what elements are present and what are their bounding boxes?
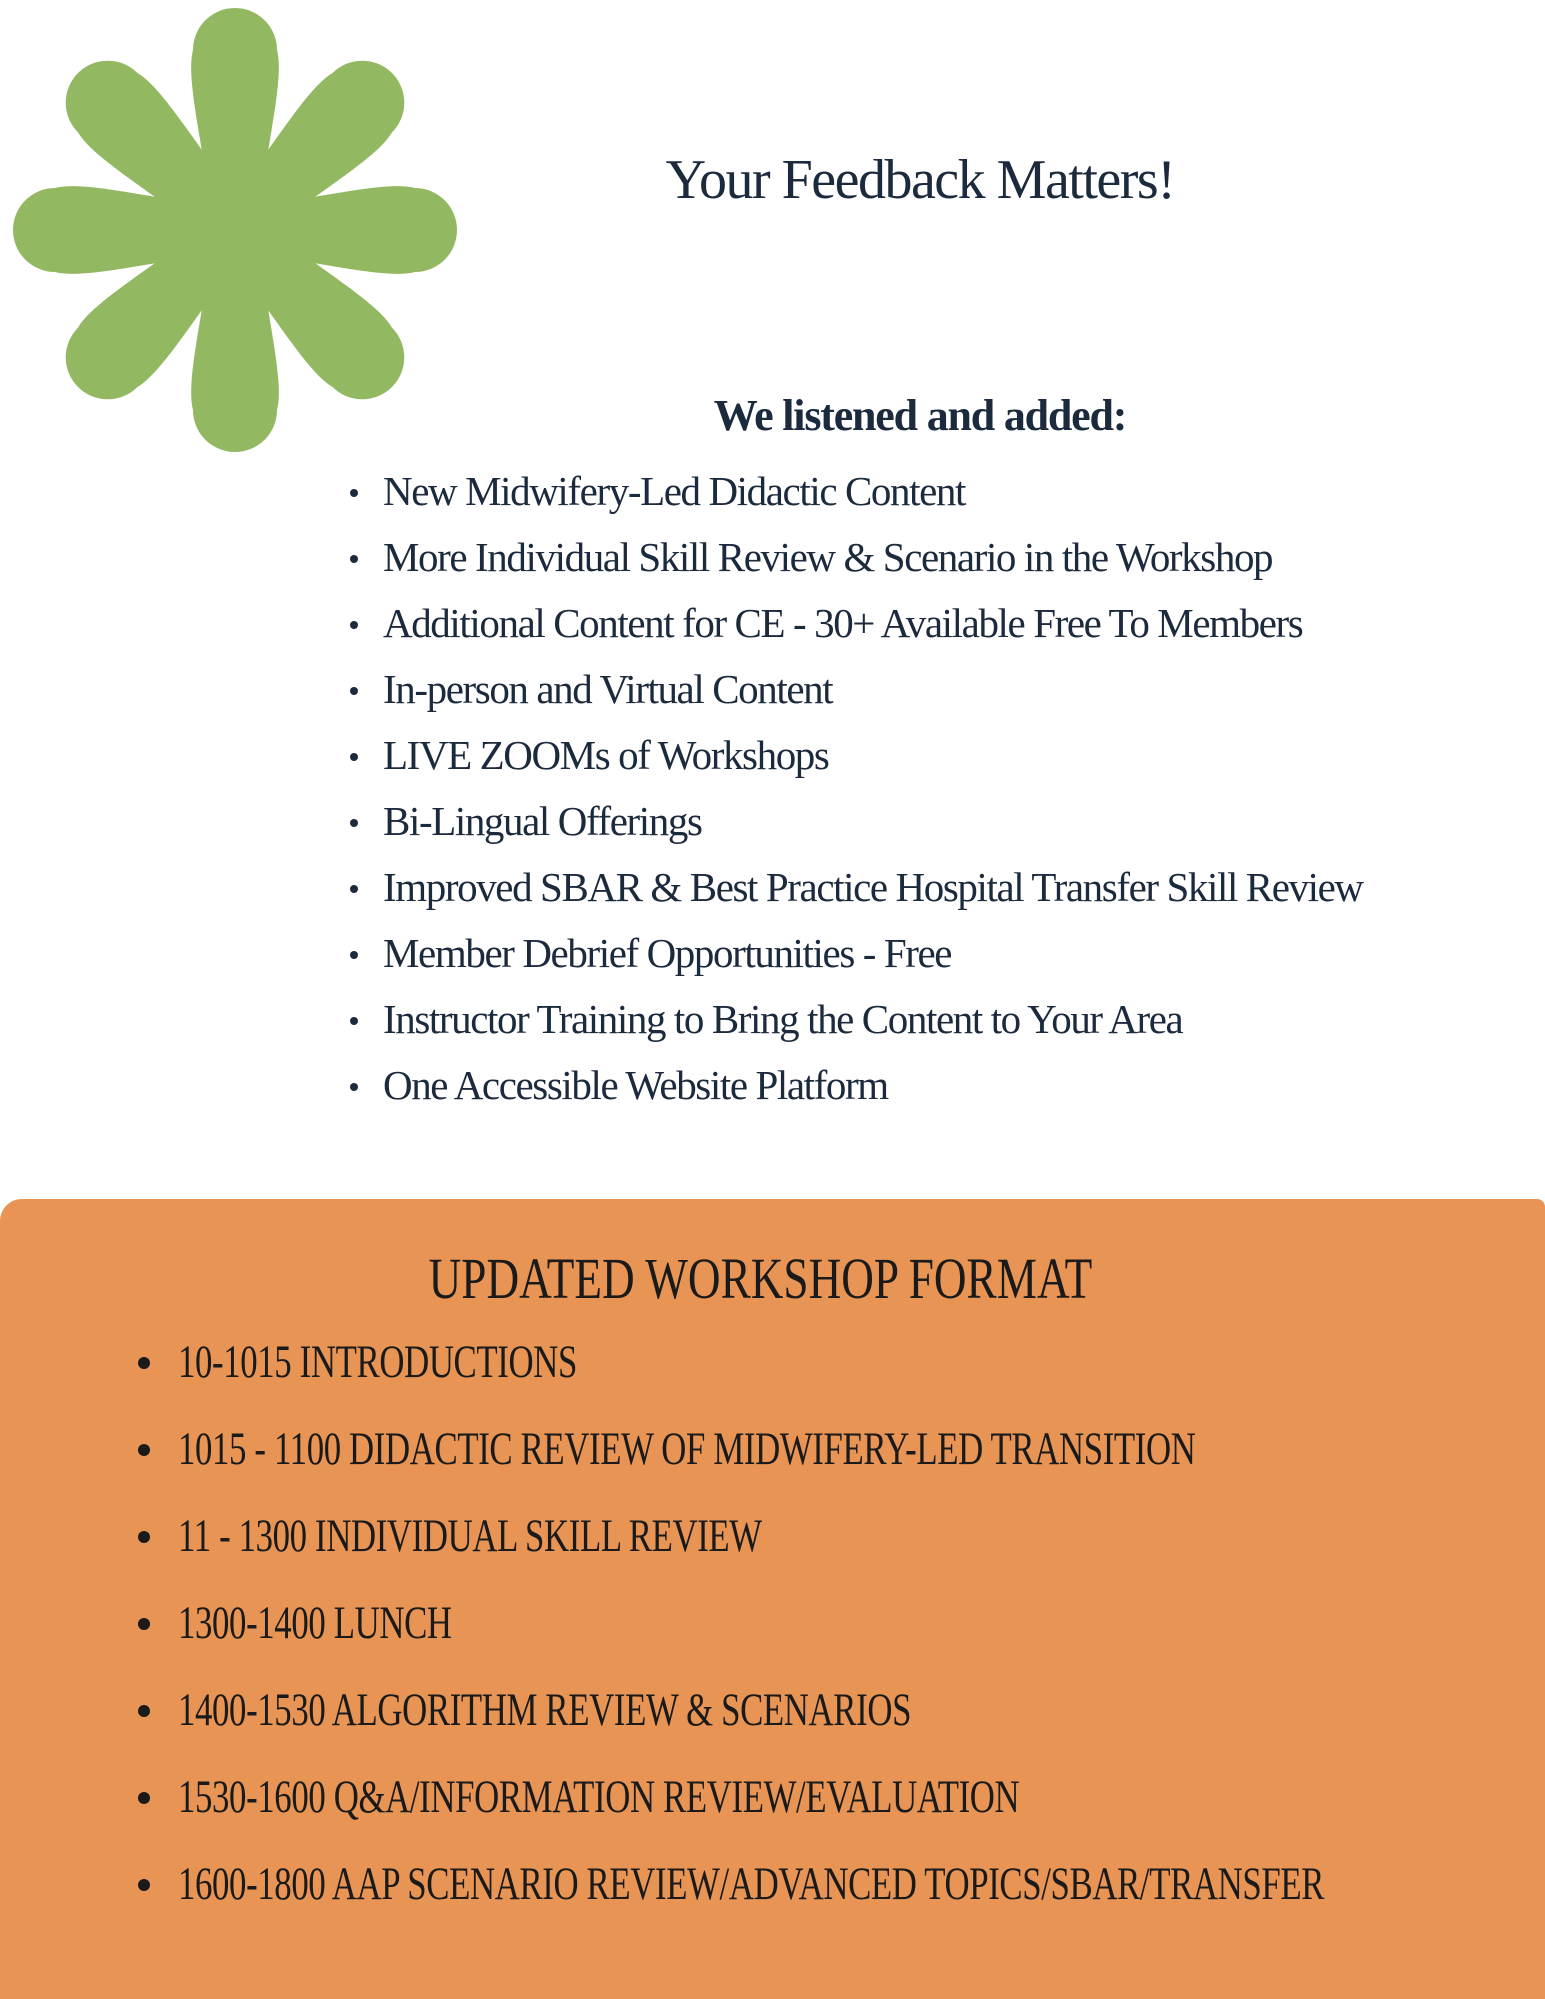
list-item: Instructor Training to Bring the Content to Your Area [340,986,1520,1052]
schedule-item [130,1580,1530,1667]
flower-icon [0,0,470,470]
flower-center [195,190,275,270]
list-item: One Accessible Website Platform [340,1052,1520,1118]
bullet-icon [138,1792,150,1804]
list-item: Member Debrief Opportunities - Free [340,920,1520,986]
schedule-item-text: 10-1015 INTRODUCTIONS [178,1336,577,1388]
schedule-item [130,1667,1530,1754]
listened-heading: We listened and added: [713,391,1127,440]
schedule-item-text: 11 - 1300 INDIVIDUAL SKILL REVIEW [178,1510,762,1562]
schedule-list [130,1319,1530,1928]
workshop-format-panel [0,1199,1545,1999]
feedback-list [340,458,1520,1118]
list-item: Additional Content for CE - 30+ Available Free To Members [340,590,1520,656]
list-item: Improved SBAR & Best Practice Hospital Transfer Skill Review [340,854,1520,920]
page-title: Your Feedback Matters! [665,149,1175,211]
schedule-item-text: 1600-1800 AAP SCENARIO REVIEW/ADVANCED TOPICS/SBAR/TRANSFER [178,1858,1325,1910]
schedule-item [130,1754,1530,1841]
schedule-item-text: 1530-1600 Q&A/INFORMATION REVIEW/EVALUATION [178,1771,1020,1823]
bullet-icon [138,1879,150,1891]
schedule-item [130,1406,1530,1493]
bullet-icon [138,1618,150,1630]
schedule-item [130,1319,1530,1406]
schedule-item [130,1493,1530,1580]
schedule-item-text: 1015 - 1100 DIDACTIC REVIEW OF MIDWIFERY-LED TRANSITION [178,1423,1196,1475]
bullet-icon [138,1531,150,1543]
list-item: Bi-Lingual Offerings [340,788,1520,854]
bullet-icon [138,1444,150,1456]
schedule-item-text: 1400-1530 ALGORITHM REVIEW & SCENARIOS [178,1684,912,1736]
list-item: New Midwifery-Led Didactic Content [340,458,1520,524]
list-item: LIVE ZOOMs of Workshops [340,722,1520,788]
bullet-icon [138,1357,150,1369]
bullet-icon [138,1705,150,1717]
list-item: In-person and Virtual Content [340,656,1520,722]
schedule-item [130,1841,1530,1928]
list-item: More Individual Skill Review & Scenario in the Workshop [340,524,1520,590]
workshop-format-title: UPDATED WORKSHOP FORMAT [428,1246,1093,1311]
schedule-item-text: 1300-1400 LUNCH [178,1597,452,1649]
